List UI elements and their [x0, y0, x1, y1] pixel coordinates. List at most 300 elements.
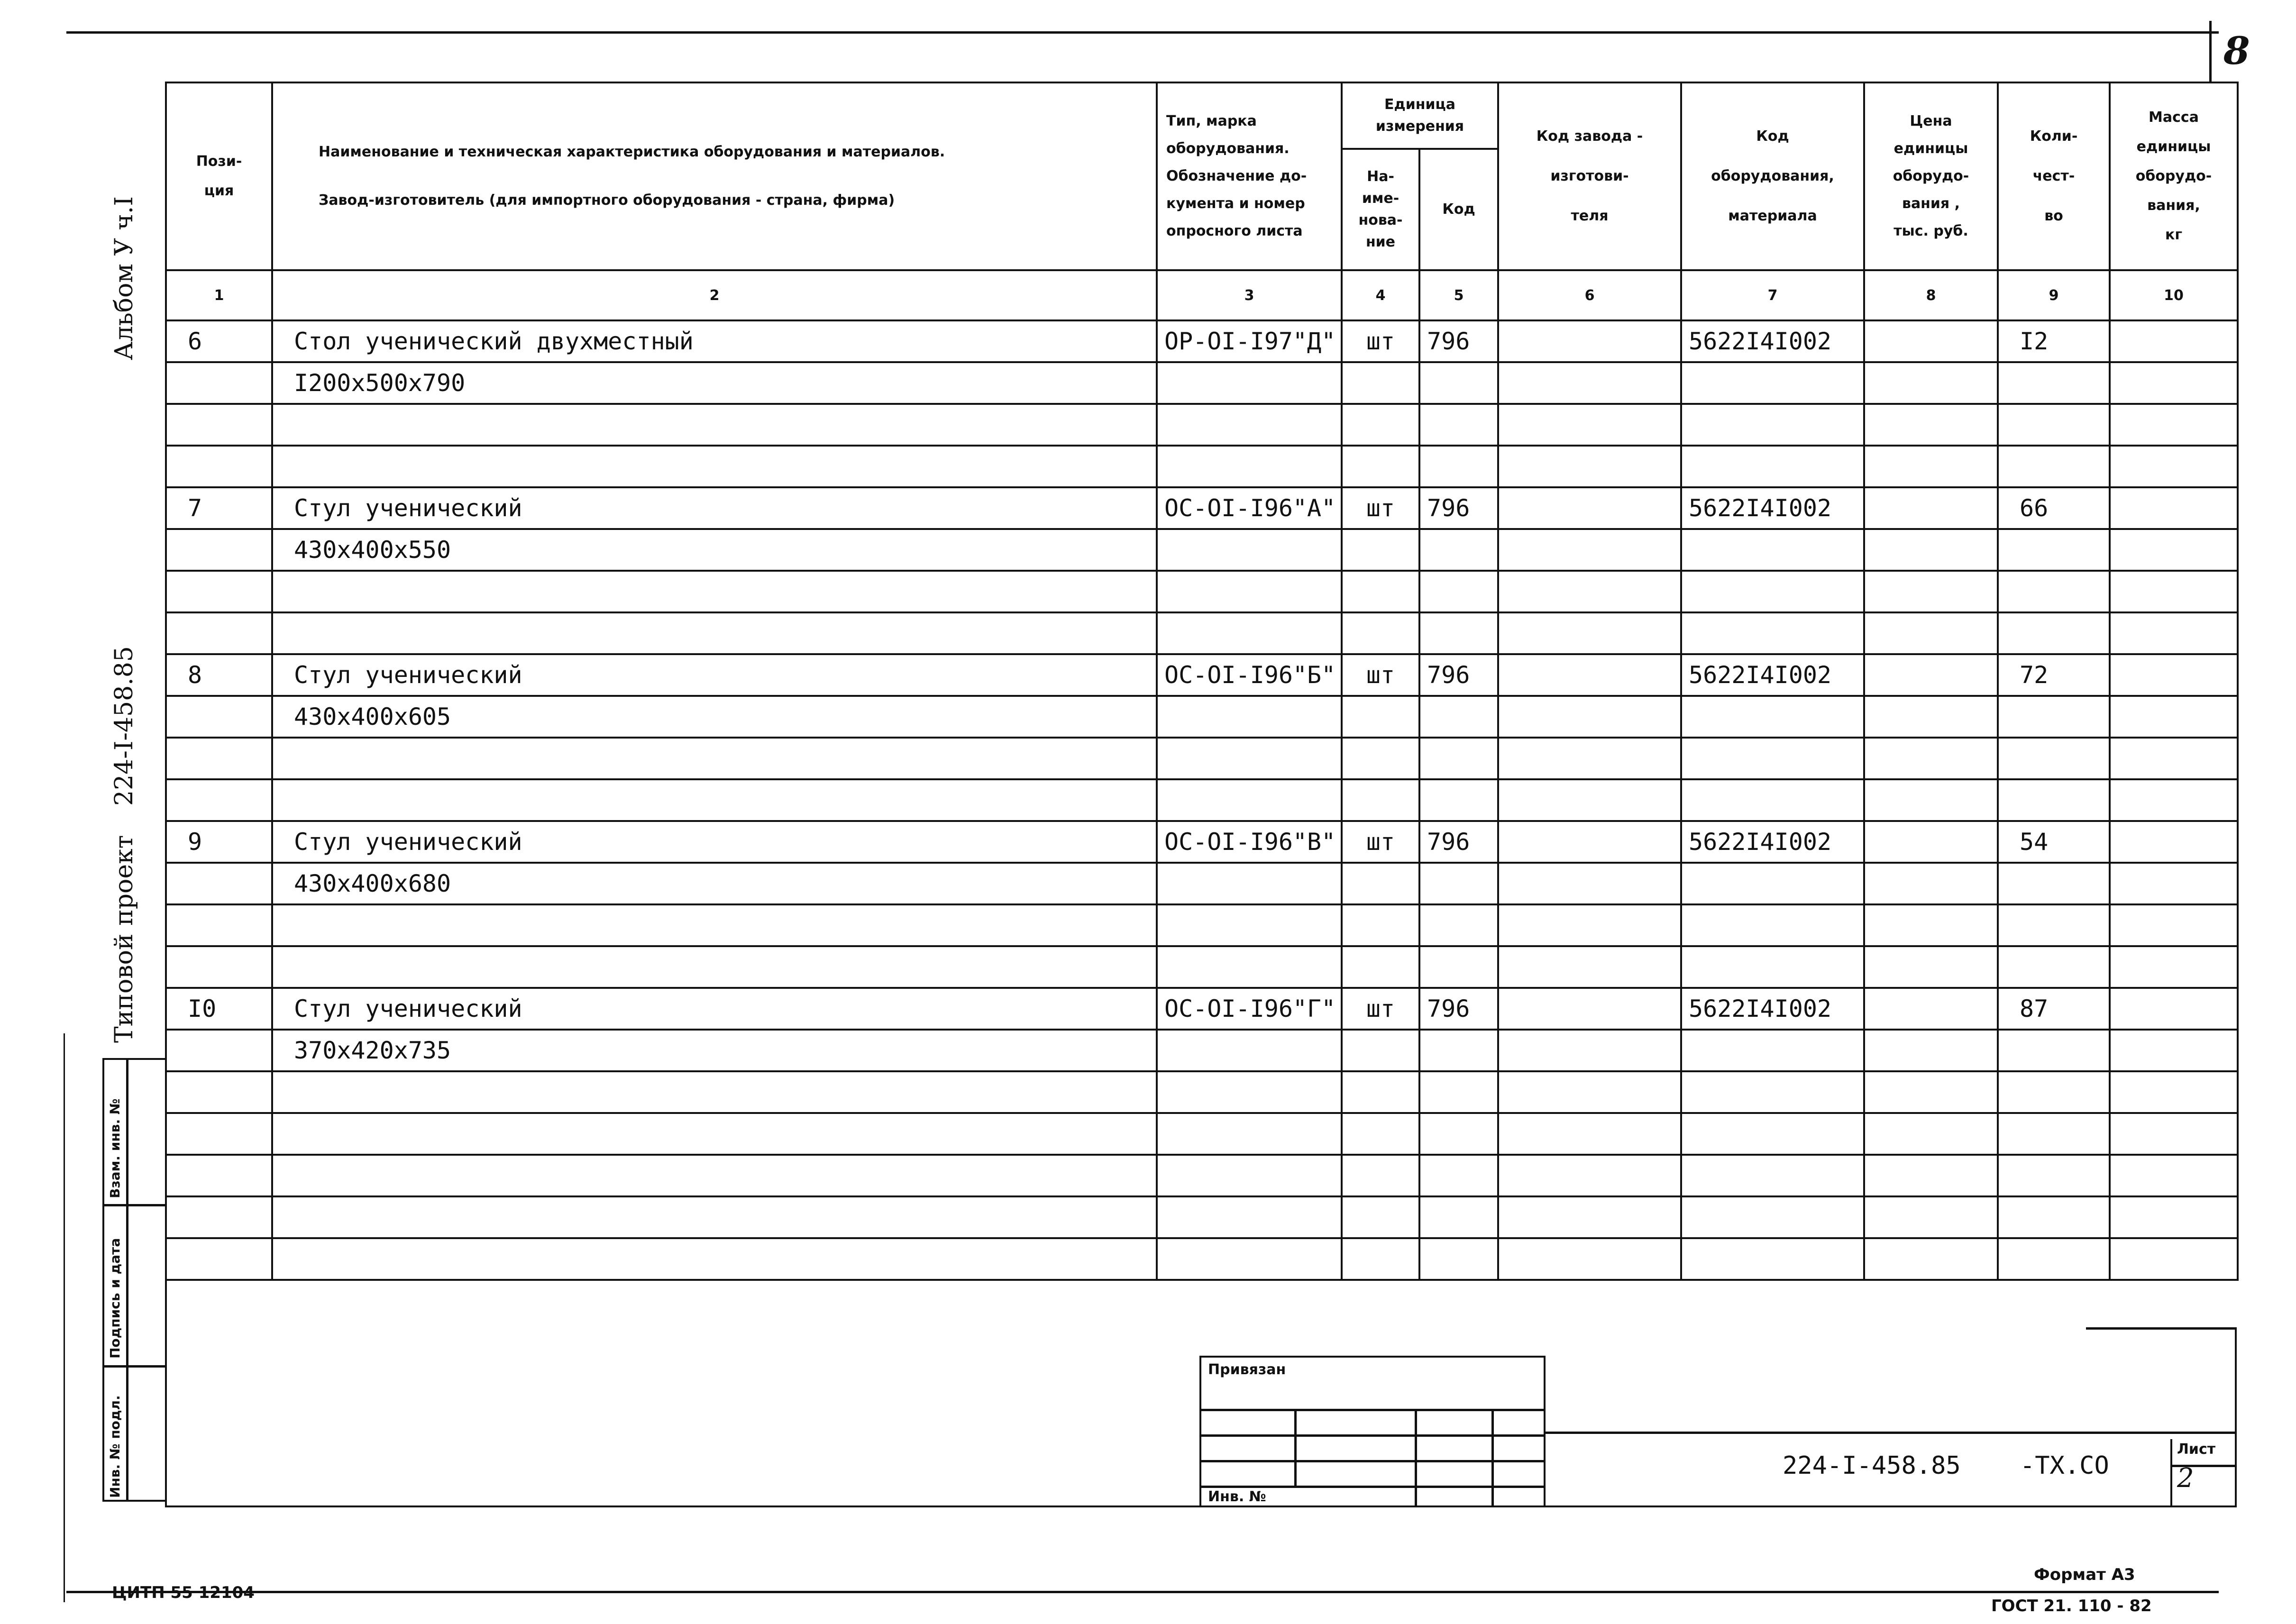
blank-cell	[166, 571, 272, 612]
corner-vline	[2209, 21, 2212, 82]
blank-cell	[2110, 446, 2238, 487]
item-dims-row	[166, 863, 2238, 904]
blank-cell	[1998, 779, 2110, 821]
item-plant-code	[1498, 654, 1681, 696]
blank-cell	[1864, 946, 1998, 988]
doc-code-top-line	[1546, 1432, 2237, 1434]
format-label: Формат А3	[2034, 1565, 2135, 1584]
blank-cell	[2110, 571, 2238, 612]
item-mass	[2110, 320, 2238, 362]
sheet-label: Лист	[2177, 1441, 2216, 1458]
item-qty: I2	[1998, 320, 2110, 362]
blank-cell	[1498, 362, 1681, 404]
blank-cell	[1681, 1113, 1864, 1155]
blank-row	[166, 571, 2238, 612]
item-plant-code	[1498, 988, 1681, 1030]
blank-cell	[1419, 779, 1498, 821]
blank-cell	[1681, 1196, 1864, 1238]
col-header-price: Цена единицы оборудо- вания , тыс. руб.	[1864, 82, 1998, 270]
blank-cell	[1681, 362, 1864, 404]
blank-cell	[1342, 738, 1419, 779]
blank-cell	[166, 1238, 272, 1280]
item-position: 6	[166, 320, 272, 362]
privyazan-vline-1	[1294, 1409, 1297, 1486]
blank-cell	[1498, 863, 1681, 904]
col-header-unit-name: На- име- нова- ние	[1342, 149, 1419, 270]
blank-cell	[2110, 1196, 2238, 1238]
title-block-top	[2086, 1327, 2237, 1330]
blank-cell	[166, 612, 272, 654]
item-plant-code	[1498, 821, 1681, 863]
blank-cell	[1498, 779, 1681, 821]
item-position: I0	[166, 988, 272, 1030]
blank-cell	[1498, 1155, 1681, 1196]
col-number: 9	[1998, 270, 2110, 320]
blank-cell	[1419, 1113, 1498, 1155]
blank-cell	[166, 738, 272, 779]
blank-cell	[1157, 1113, 1342, 1155]
item-dimensions: 370x420x735	[272, 1030, 1157, 1071]
blank-cell	[1681, 1071, 1864, 1113]
col-number: 6	[1498, 270, 1681, 320]
blank-cell	[1498, 904, 1681, 946]
blank-cell	[1157, 904, 1342, 946]
blank-cell	[272, 1071, 1157, 1113]
item-position: 8	[166, 654, 272, 696]
blank-cell	[2110, 738, 2238, 779]
blank-cell	[1419, 946, 1498, 988]
citp-label: ЦИТП 55 12104	[112, 1583, 255, 1602]
blank-cell	[166, 1071, 272, 1113]
item-dims-row	[166, 1030, 2238, 1071]
corner-sheet-mark: 8	[2223, 28, 2250, 73]
blank-row	[166, 1196, 2238, 1238]
blank-cell	[1157, 1196, 1342, 1238]
blank-cell	[2110, 1238, 2238, 1280]
blank-cell	[1864, 696, 1998, 738]
item-row	[166, 988, 2238, 1030]
blank-cell	[2110, 1155, 2238, 1196]
col-number: 8	[1864, 270, 1998, 320]
blank-cell	[1342, 779, 1419, 821]
blank-cell	[2110, 863, 2238, 904]
item-plant-code	[1498, 487, 1681, 529]
blank-cell	[1998, 1030, 2110, 1071]
item-equip-code: 5622I4I002	[1681, 487, 1864, 529]
item-type: OC-OI-I96"А"	[1157, 487, 1342, 529]
blank-cell	[1681, 904, 1864, 946]
col-header-type: Тип, марка оборудования. Обозначение до- кумента и номер опросного листа	[1157, 82, 1342, 270]
side-stamp-vdivider	[126, 1058, 128, 1502]
blank-cell	[1681, 1030, 1864, 1071]
blank-cell	[272, 1238, 1157, 1280]
column-number-row	[166, 270, 2238, 320]
blank-cell	[1419, 571, 1498, 612]
blank-cell	[2110, 362, 2238, 404]
blank-cell	[1498, 612, 1681, 654]
col-number: 3	[1157, 270, 1342, 320]
blank-cell	[1864, 1071, 1998, 1113]
item-unit-code: 796	[1419, 320, 1498, 362]
blank-cell	[1157, 738, 1342, 779]
blank-cell	[1864, 1196, 1998, 1238]
blank-cell	[1157, 779, 1342, 821]
blank-cell	[1998, 1238, 2110, 1280]
col-header-unit-code: Код	[1419, 149, 1498, 270]
blank-cell	[272, 446, 1157, 487]
col-number: 5	[1419, 270, 1498, 320]
side-project-type: Типовой проект	[110, 835, 138, 1043]
item-dims-row	[166, 696, 2238, 738]
spec-body	[166, 320, 2238, 1280]
blank-cell	[272, 612, 1157, 654]
blank-cell	[1498, 738, 1681, 779]
item-name: Стул ученический	[272, 988, 1157, 1030]
specification-table	[165, 82, 2239, 1281]
blank-cell	[1864, 1030, 1998, 1071]
item-position: 7	[166, 487, 272, 529]
blank-cell	[2110, 529, 2238, 571]
item-price	[1864, 988, 1998, 1030]
blank-cell	[2110, 904, 2238, 946]
blank-cell	[1419, 404, 1498, 446]
item-price	[1864, 654, 1998, 696]
blank-row	[166, 1155, 2238, 1196]
blank-cell	[1998, 738, 2110, 779]
col-header-mass: Масса единицы оборудо- вания, кг	[2110, 82, 2238, 270]
blank-cell	[1864, 529, 1998, 571]
blank-cell	[166, 779, 272, 821]
blank-cell	[1681, 571, 1864, 612]
blank-cell	[2110, 612, 2238, 654]
blank-cell	[1342, 571, 1419, 612]
blank-cell	[166, 404, 272, 446]
blank-cell	[1498, 696, 1681, 738]
item-dims-row	[166, 529, 2238, 571]
item-price	[1864, 320, 1998, 362]
blank-cell	[272, 571, 1157, 612]
blank-cell	[1419, 362, 1498, 404]
side-sign-date: Подпись и дата	[107, 1238, 123, 1359]
blank-cell	[1419, 696, 1498, 738]
item-plant-code	[1498, 320, 1681, 362]
blank-cell	[166, 904, 272, 946]
blank-row	[166, 738, 2238, 779]
blank-cell	[166, 529, 272, 571]
item-row	[166, 821, 2238, 863]
item-name: Стул ученический	[272, 654, 1157, 696]
blank-cell	[1342, 1196, 1419, 1238]
blank-cell	[166, 362, 272, 404]
blank-row	[166, 446, 2238, 487]
item-price	[1864, 821, 1998, 863]
blank-cell	[1342, 946, 1419, 988]
blank-row	[166, 1238, 2238, 1280]
blank-cell	[1342, 696, 1419, 738]
blank-cell	[166, 446, 272, 487]
blank-cell	[272, 904, 1157, 946]
item-dimensions: 430x400x550	[272, 529, 1157, 571]
side-stamp-divider-2	[102, 1365, 167, 1368]
blank-cell	[1157, 696, 1342, 738]
blank-cell	[1342, 446, 1419, 487]
blank-cell	[1681, 738, 1864, 779]
item-unit: шт	[1342, 821, 1419, 863]
blank-cell	[1342, 612, 1419, 654]
blank-cell	[1998, 529, 2110, 571]
col-header-name-line2: Завод-изготовитель (для импортного оборудования - страна, фирма)	[319, 192, 895, 209]
blank-cell	[1498, 446, 1681, 487]
blank-cell	[1419, 1238, 1498, 1280]
blank-cell	[1998, 946, 2110, 988]
blank-cell	[166, 946, 272, 988]
blank-cell	[1419, 904, 1498, 946]
item-type: OP-OI-I97"Д"	[1157, 320, 1342, 362]
blank-cell	[2110, 779, 2238, 821]
top-border	[66, 31, 2219, 34]
item-dimensions: I200x500x790	[272, 362, 1157, 404]
blank-cell	[1157, 946, 1342, 988]
item-qty: 54	[1998, 821, 2110, 863]
blank-cell	[1498, 571, 1681, 612]
blank-cell	[1419, 1196, 1498, 1238]
privyazan-label: Привязан	[1208, 1361, 1286, 1378]
blank-cell	[1998, 446, 2110, 487]
blank-cell	[1498, 1030, 1681, 1071]
item-unit-code: 796	[1419, 988, 1498, 1030]
blank-cell	[1998, 863, 2110, 904]
blank-cell	[1342, 404, 1419, 446]
blank-cell	[1419, 1071, 1498, 1113]
blank-cell	[1342, 1238, 1419, 1280]
blank-cell	[1157, 1071, 1342, 1113]
blank-cell	[272, 738, 1157, 779]
blank-cell	[1342, 863, 1419, 904]
col-number: 10	[2110, 270, 2238, 320]
blank-cell	[1157, 362, 1342, 404]
item-type: OC-OI-I96"Б"	[1157, 654, 1342, 696]
blank-cell	[1864, 362, 1998, 404]
col-number: 2	[272, 270, 1157, 320]
blank-cell	[1342, 1071, 1419, 1113]
item-equip-code: 5622I4I002	[1681, 320, 1864, 362]
blank-cell	[2110, 1071, 2238, 1113]
blank-cell	[1681, 863, 1864, 904]
col-header-equip-code: Код оборудования, материала	[1681, 82, 1864, 270]
item-dimensions: 430x400x605	[272, 696, 1157, 738]
blank-cell	[1681, 612, 1864, 654]
blank-cell	[1998, 1196, 2110, 1238]
blank-cell	[1419, 738, 1498, 779]
blank-cell	[2110, 696, 2238, 738]
col-number: 1	[166, 270, 272, 320]
blank-cell	[1681, 404, 1864, 446]
blank-cell	[1498, 1071, 1681, 1113]
item-row	[166, 654, 2238, 696]
item-dimensions: 430x400x680	[272, 863, 1157, 904]
item-equip-code: 5622I4I002	[1681, 654, 1864, 696]
blank-cell	[272, 946, 1157, 988]
blank-cell	[1864, 779, 1998, 821]
blank-cell	[1998, 404, 2110, 446]
blank-cell	[166, 1155, 272, 1196]
blank-row	[166, 779, 2238, 821]
item-type: OC-OI-I96"В"	[1157, 821, 1342, 863]
blank-cell	[1342, 529, 1419, 571]
item-qty: 87	[1998, 988, 2110, 1030]
col-header-name	[272, 82, 1157, 270]
blank-cell	[272, 1113, 1157, 1155]
item-row	[166, 320, 2238, 362]
blank-cell	[166, 863, 272, 904]
blank-cell	[1342, 362, 1419, 404]
blank-cell	[1864, 1155, 1998, 1196]
blank-row	[166, 1113, 2238, 1155]
col-header-plant-code: Код завода - изготови- теля	[1498, 82, 1681, 270]
blank-row	[166, 612, 2238, 654]
blank-cell	[1864, 738, 1998, 779]
blank-cell	[2110, 1030, 2238, 1071]
col-header-qty: Коли- чест- во	[1998, 82, 2110, 270]
item-mass	[2110, 988, 2238, 1030]
item-unit-code: 796	[1419, 654, 1498, 696]
blank-row	[166, 946, 2238, 988]
blank-cell	[1498, 946, 1681, 988]
blank-cell	[1681, 696, 1864, 738]
blank-cell	[1998, 362, 2110, 404]
item-position: 9	[166, 821, 272, 863]
blank-cell	[1157, 404, 1342, 446]
blank-cell	[1498, 1238, 1681, 1280]
blank-cell	[166, 1030, 272, 1071]
blank-cell	[1681, 446, 1864, 487]
item-qty: 72	[1998, 654, 2110, 696]
blank-cell	[2110, 1113, 2238, 1155]
blank-cell	[1681, 779, 1864, 821]
item-type: OC-OI-I96"Г"	[1157, 988, 1342, 1030]
blank-cell	[166, 696, 272, 738]
blank-cell	[1157, 863, 1342, 904]
item-unit-code: 796	[1419, 487, 1498, 529]
blank-cell	[1419, 1030, 1498, 1071]
item-unit: шт	[1342, 487, 1419, 529]
col-number: 7	[1681, 270, 1864, 320]
blank-cell	[1998, 612, 2110, 654]
privyazan-vline-3	[1491, 1409, 1494, 1507]
item-equip-code: 5622I4I002	[1681, 821, 1864, 863]
item-unit: шт	[1342, 320, 1419, 362]
blank-cell	[1681, 529, 1864, 571]
blank-cell	[272, 779, 1157, 821]
blank-cell	[1998, 1113, 2110, 1155]
side-inv-podl: Инв. № подл.	[107, 1395, 123, 1498]
item-name: Стол ученический двухместный	[272, 320, 1157, 362]
blank-cell	[1419, 1155, 1498, 1196]
item-unit: шт	[1342, 988, 1419, 1030]
col-header-position: Пози- ция	[166, 82, 272, 270]
blank-row	[166, 1071, 2238, 1113]
blank-cell	[1157, 571, 1342, 612]
blank-cell	[1498, 404, 1681, 446]
bottom-border	[66, 1591, 2219, 1593]
blank-cell	[1419, 529, 1498, 571]
blank-cell	[1498, 1113, 1681, 1155]
blank-cell	[1998, 1155, 2110, 1196]
item-unit-code: 796	[1419, 821, 1498, 863]
blank-cell	[1864, 571, 1998, 612]
blank-cell	[1864, 904, 1998, 946]
blank-cell	[1498, 529, 1681, 571]
blank-cell	[166, 1113, 272, 1155]
blank-cell	[2110, 404, 2238, 446]
side-stamp-divider-1	[102, 1204, 167, 1206]
blank-cell	[1681, 1238, 1864, 1280]
blank-cell	[1157, 1030, 1342, 1071]
side-vz-inv: Взам. инв. №	[107, 1098, 123, 1198]
col-header-name-line1: Наименование и техническая характеристика оборудования и материалов.	[319, 144, 945, 160]
item-unit: шт	[1342, 654, 1419, 696]
document-code: 224-I-458.85 -ТХ.СО	[1783, 1451, 2109, 1480]
side-project-code: 224-I-458.85	[110, 646, 138, 806]
item-mass	[2110, 654, 2238, 696]
blank-cell	[1864, 863, 1998, 904]
item-row	[166, 487, 2238, 529]
item-price	[1864, 487, 1998, 529]
blank-cell	[1998, 696, 2110, 738]
blank-cell	[1419, 863, 1498, 904]
blank-cell	[1342, 904, 1419, 946]
blank-cell	[1681, 946, 1864, 988]
blank-cell	[1157, 1155, 1342, 1196]
blank-row	[166, 904, 2238, 946]
item-dims-row	[166, 362, 2238, 404]
col-number: 4	[1342, 270, 1419, 320]
blank-cell	[1864, 1113, 1998, 1155]
blank-cell	[1342, 1030, 1419, 1071]
blank-cell	[1157, 529, 1342, 571]
blank-cell	[1157, 446, 1342, 487]
col-header-unit: Единица измерения	[1342, 82, 1498, 149]
blank-cell	[1157, 612, 1342, 654]
blank-cell	[1681, 1155, 1864, 1196]
blank-cell	[1864, 404, 1998, 446]
item-equip-code: 5622I4I002	[1681, 988, 1864, 1030]
blank-cell	[1157, 1238, 1342, 1280]
blank-row	[166, 404, 2238, 446]
blank-cell	[1419, 612, 1498, 654]
blank-cell	[1342, 1113, 1419, 1155]
format-underline	[1982, 1592, 2219, 1593]
blank-cell	[272, 1196, 1157, 1238]
blank-cell	[1498, 1196, 1681, 1238]
item-name: Стул ученический	[272, 487, 1157, 529]
side-album-label: Альбом У ч.I	[110, 196, 138, 360]
blank-cell	[1419, 446, 1498, 487]
item-name: Стул ученический	[272, 821, 1157, 863]
item-mass	[2110, 487, 2238, 529]
blank-cell	[2110, 946, 2238, 988]
blank-cell	[1864, 1238, 1998, 1280]
gost-label: ГОСТ 21. 110 - 82	[1991, 1597, 2152, 1615]
left-edge-line	[64, 1033, 65, 1602]
blank-cell	[1998, 904, 2110, 946]
blank-cell	[166, 1196, 272, 1238]
blank-cell	[1342, 1155, 1419, 1196]
blank-cell	[1864, 446, 1998, 487]
blank-cell	[1998, 1071, 2110, 1113]
privyazan-vline-2	[1415, 1409, 1417, 1507]
item-qty: 66	[1998, 487, 2110, 529]
